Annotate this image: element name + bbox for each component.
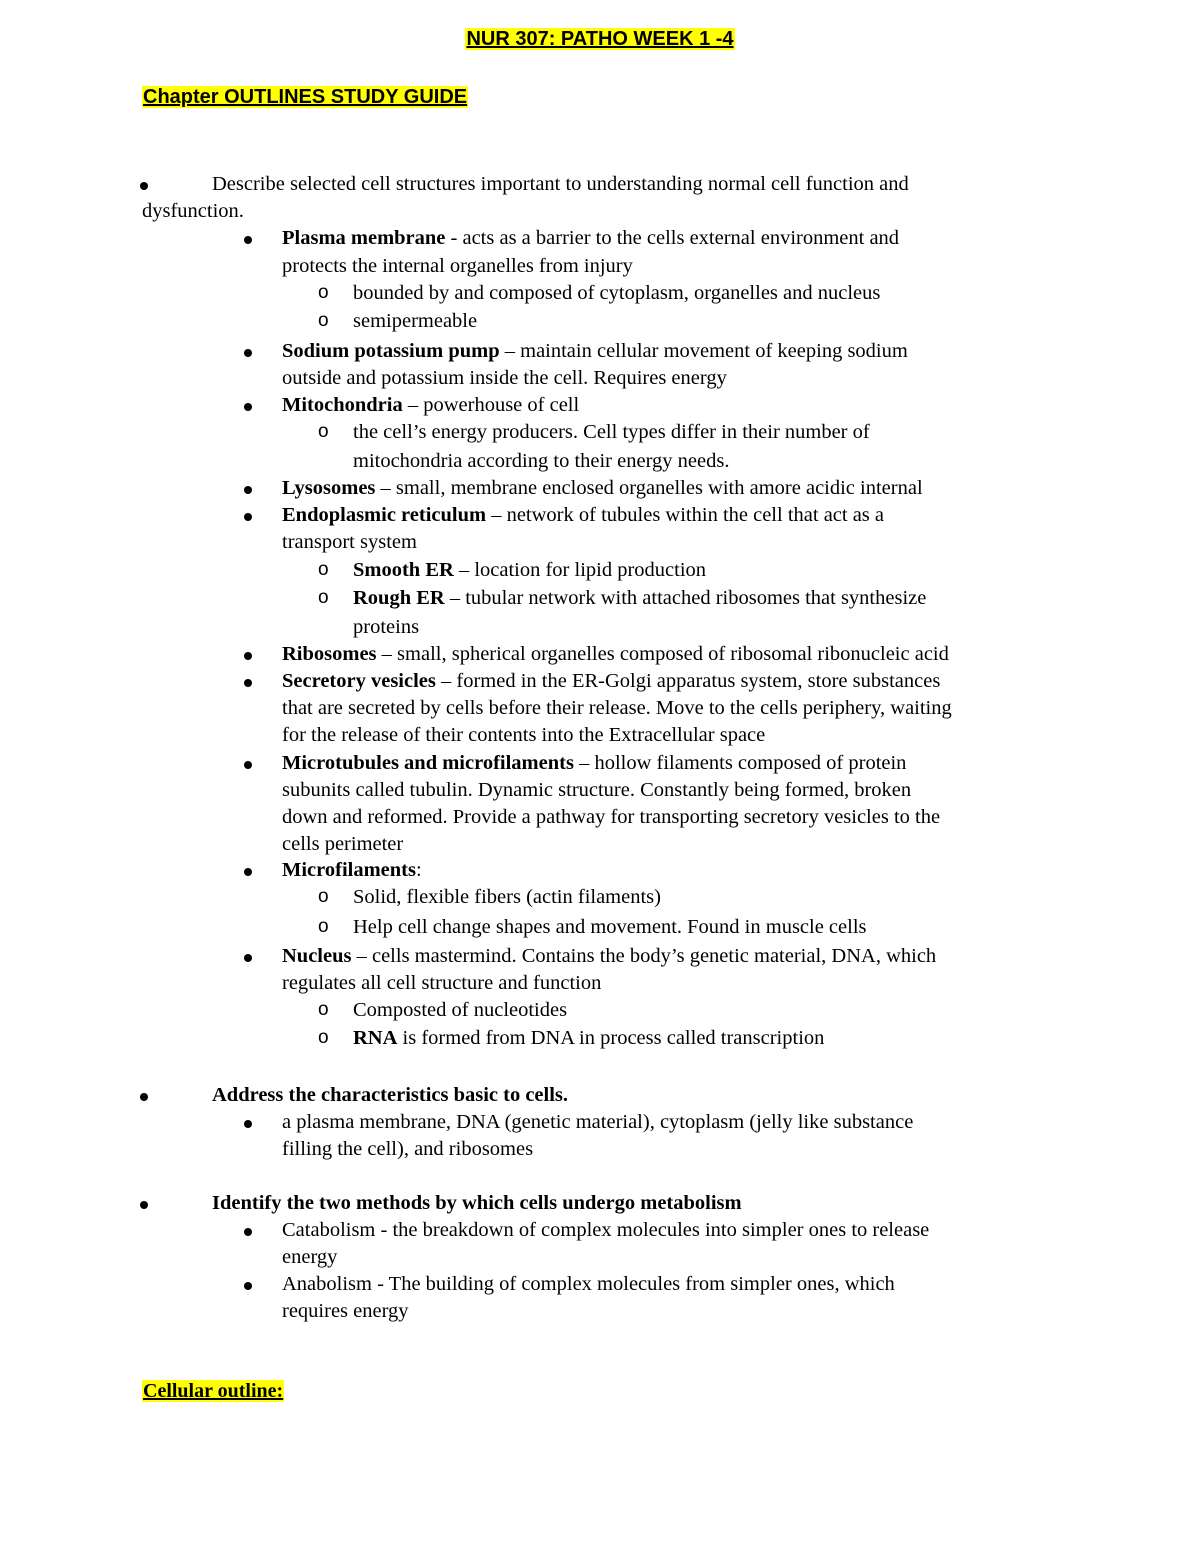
bullet-icon [244, 668, 252, 694]
bullet-icon [244, 392, 252, 418]
sub-bullet-icon: o [318, 421, 329, 442]
document-page: NUR 307: PATHO WEEK 1 -4 Chapter OUTLINES STUDY GUIDE Describe selected cell structures important to understanding normal cell function and dysfunction. Plasma membrane - acts as a barrier to the cells external environment and protects the internal organelles from injury o bounded by and composed of cytoplasm, organelles and nucleus o semipermeable Sodium potassium pump – maintain cellular movement of keeping sodium outside and potassium inside the cell. Requires energy Mitochondria – powerhouse of cell o the cell’s energy producers. Cell types differ in their number of mitochondria according to their energy needs. Lysosomes – small, membrane enclosed organelles with amore acidic internal Endoplasmic reticulum – network of tubules within the cell that act as a transport system o Smooth ER – location for lipid production o Rough ER – tubular network with attached ribosomes that synthesize proteins Ribosomes – small, spherical organelles composed of ribosomal ribonucleic acid Secretory vesicles – formed in the ER-Golgi apparatus system, store substances that are secreted by cells before their release. Move to the cells periphery, waiting for the release of their contents into the Extracellular space Microtubules and microfilaments – hollow filaments composed of protein subunits called tubulin. Dynamic structure. Constantly being formed, broken down and reformed. Provide a pathway for transporting secretory vesicles to the cells perimeter Microfilaments: o Solid, flexible fibers (actin filaments) o Help cell change shapes and movement. Found in muscle cells Nucleus – cells mastermind. Contains the body’s genetic material, DNA, which regulates all cell structure and function o Composted of nucleotides o RNA is formed from DNA in process called transcription Address the characteristics basic to cells. a plasma membrane, DNA (genetic material), cytoplasm (jelly like substance filling the cell), and ribosomes Identify the two methods by which cells undergo metabolism Catabolism - the breakdown of complex molecules into simpler ones to release energy Anabolism - The building of complex molecules from simpler ones, which requires energy Cellular outline: [0, 0, 1200, 1553]
bullet-icon [244, 943, 252, 969]
bullet-icon [244, 502, 252, 528]
bullet-icon [244, 475, 252, 501]
bullet-icon [244, 225, 252, 251]
document-title: NUR 307: PATHO WEEK 1 -4 [466, 28, 734, 50]
bullet-icon [244, 1271, 252, 1297]
bullet-icon [244, 1109, 252, 1135]
list-item-cont: protects the internal organelles from injury [282, 255, 633, 277]
sub-bullet-icon: o [318, 587, 329, 608]
list-item-cont: energy [282, 1246, 338, 1268]
sub-bullet-icon: o [318, 282, 329, 303]
bullet-icon [244, 857, 252, 883]
sub-bullet-icon: o [318, 1027, 329, 1048]
sub-bullet-icon: o [318, 310, 329, 331]
list-item-cont: down and reformed. Provide a pathway for transporting secretory vesicles to the [282, 806, 941, 828]
bullet-icon [140, 1190, 148, 1216]
list-item-cont: transport system [282, 531, 417, 553]
cellular-outline-heading: Cellular outline: [143, 1380, 284, 1402]
list-item-cont: regulates all cell structure and function [282, 972, 602, 994]
bullet-icon [140, 171, 148, 197]
list-item-cont: subunits called tubulin. Dynamic structure. Constantly being formed, broken [282, 779, 912, 801]
bullet-icon [244, 750, 252, 776]
bullet-icon [244, 1217, 252, 1243]
bullet-icon [140, 1082, 148, 1108]
bullet-icon [244, 641, 252, 667]
list-item-cont: that are secreted by cells before their release. Move to the cells periphery, waiting [282, 697, 952, 719]
sub-item-cont: mitochondria according to their energy needs. [353, 450, 730, 472]
list-item-cont: outside and potassium inside the cell. Requires energy [282, 367, 727, 389]
sub-item-cont: proteins [353, 616, 420, 638]
bullet-icon [244, 338, 252, 364]
list-item-cont: cells perimeter [282, 833, 404, 855]
list-item-cont: requires energy [282, 1300, 409, 1322]
sub-bullet-icon: o [318, 559, 329, 580]
sub-bullet-icon: o [318, 886, 329, 907]
list-item-cont: filling the cell), and ribosomes [282, 1138, 534, 1160]
subtitle: Chapter OUTLINES STUDY GUIDE [143, 86, 468, 108]
list-item-cont: for the release of their contents into the Extracellular space [282, 724, 766, 746]
sub-bullet-icon: o [318, 999, 329, 1020]
section-1-intro-cont: dysfunction. [142, 200, 244, 222]
sub-bullet-icon: o [318, 916, 329, 937]
